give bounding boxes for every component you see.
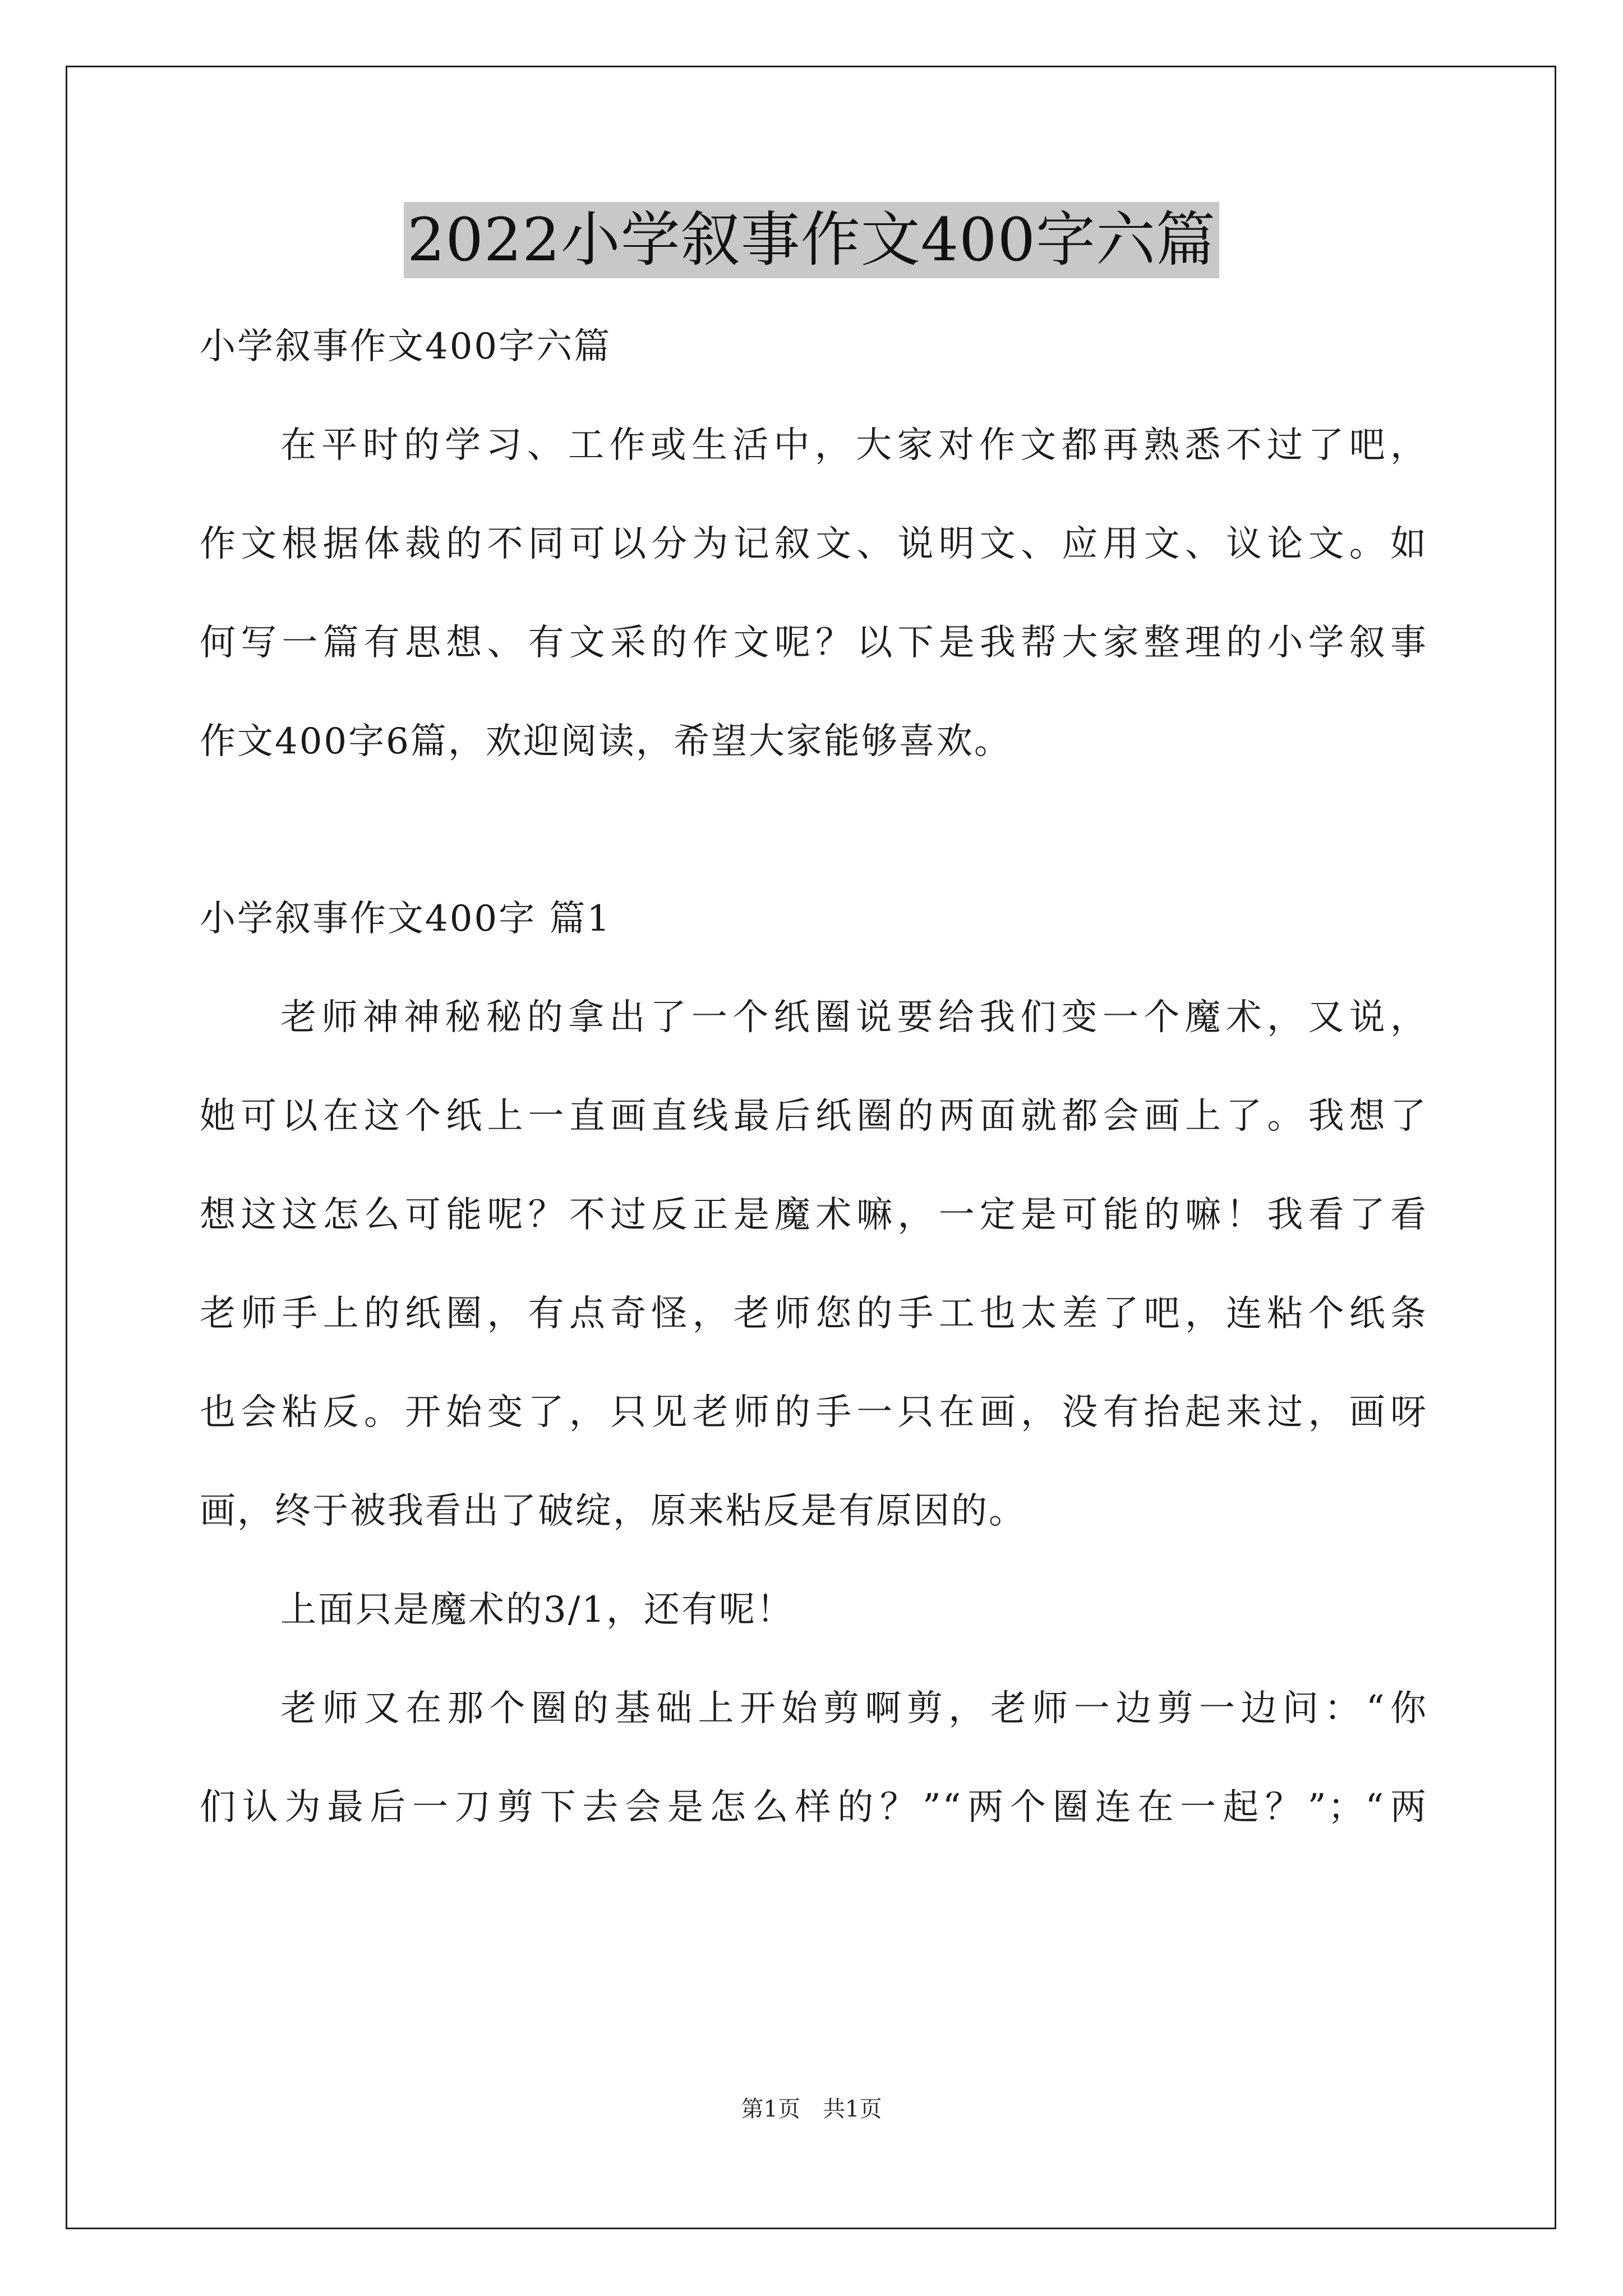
spacer	[200, 791, 1428, 869]
paragraph-line: 画，终于被我看出了破绽，原来粘反是有原因的。	[200, 1490, 1026, 1532]
document-subtitle: 小学叙事作文400字六篇	[200, 326, 612, 367]
paragraph-line: 老师神神秘秘的拿出了一个纸圈说要给我们变一个魔术，又说，	[280, 997, 1428, 1038]
paragraph-line: 也会粘反。开始变了，只见老师的手一只在画，没有抬起来过，画呀	[200, 1392, 1428, 1433]
document-body	[200, 297, 1428, 1857]
paragraph-line: 老师又在那个圈的基础上开始剪啊剪，老师一边剪一边问：“你	[280, 1688, 1428, 1729]
intro-line: 何写一篇有思想、有文采的作文呢？以下是我帮大家整理的小学叙事	[200, 622, 1428, 664]
title-container	[0, 202, 1623, 278]
intro-line: 作文根据体裁的不同可以分为记叙文、说明文、应用文、议论文。如	[200, 523, 1428, 565]
paragraph-line: 们认为最后一刀剪下去会是怎么样的？”“两个圈连在一起？”；“两	[200, 1787, 1428, 1828]
section-heading: 小学叙事作文400字 篇1	[200, 898, 612, 940]
paragraph-line: 老师手上的纸圈，有点奇怪，老师您的手工也太差了吧，连粘个纸条	[200, 1293, 1428, 1335]
paragraph-line: 上面只是魔术的3/1，还有呢！	[280, 1589, 794, 1631]
page-footer: 第1页 共1页	[741, 2096, 882, 2122]
paragraph-line: 她可以在这个纸上一直画直线最后纸圈的两面就都会画上了。我想了	[200, 1096, 1428, 1137]
document-title: 2022小学叙事作文400字六篇	[404, 202, 1219, 278]
intro-line: 在平时的学习、工作或生活中，大家对作文都再熟悉不过了吧，	[280, 425, 1428, 466]
intro-line: 作文400字6篇，欢迎阅读，希望大家能够喜欢。	[200, 721, 1012, 762]
paragraph-line: 想这这怎么可能呢？不过反正是魔术嘛，一定是可能的嘛！我看了看	[200, 1194, 1428, 1236]
